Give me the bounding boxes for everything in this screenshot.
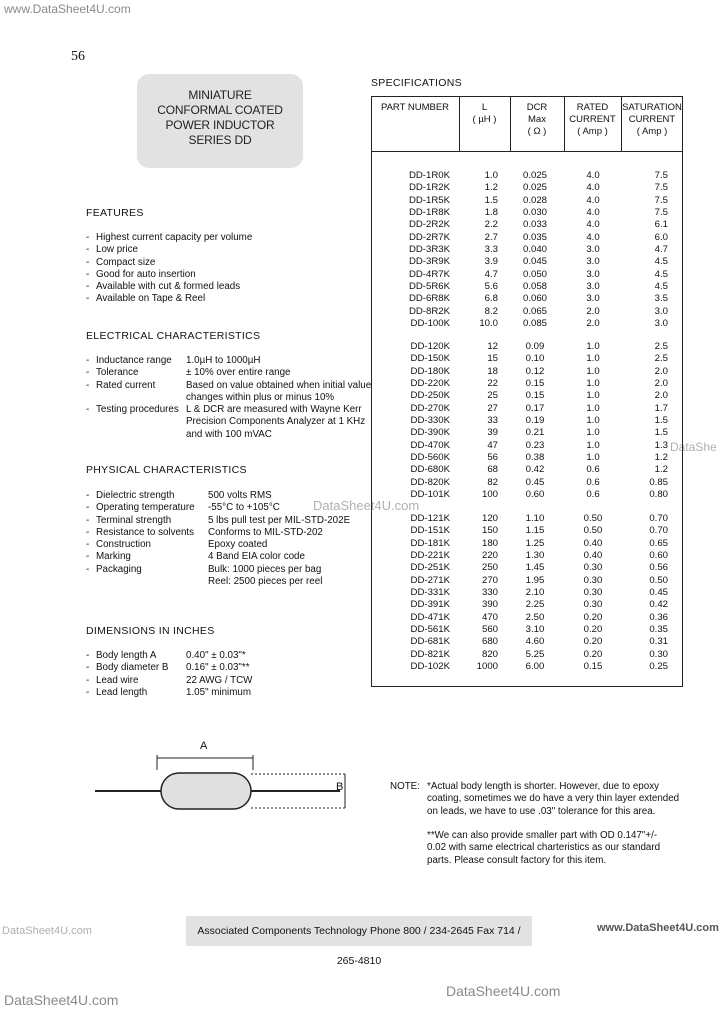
- inductance-cell: 12: [487, 341, 498, 352]
- spec-header-rated: RATED CURRENT ( Amp ): [569, 102, 616, 137]
- dcr-cell: 5.25: [525, 648, 545, 660]
- feature-item: - Available with cut & formed leads: [86, 281, 241, 293]
- watermark-bottom-center: DataSheet4U.com: [446, 983, 561, 999]
- inductance-cell: 1.0: [484, 170, 498, 181]
- dcr-cell: 0.040: [522, 244, 547, 256]
- electrical-row: and with 100 mVAC: [186, 428, 272, 440]
- rated-current-cell: 1.0: [586, 378, 600, 390]
- saturation-current-cell: 0.50: [649, 574, 668, 586]
- features-list: [86, 232, 356, 306]
- dcr-cell: 0.15: [525, 378, 545, 390]
- inductance-cell: 25: [487, 390, 498, 402]
- saturation-current-cell: 0.30: [649, 648, 668, 660]
- dcr-cell: 2.25: [525, 599, 545, 611]
- dimension-row: - Body length A 0.40" ± 0.03"*: [86, 650, 246, 661]
- spec-column-part: [380, 170, 450, 330]
- saturation-current-cell: 4.5: [654, 281, 668, 293]
- rated-current-cell: 0.30: [583, 599, 603, 611]
- part-number-cell: DD-390K: [410, 427, 450, 439]
- inductance-cell: 820: [481, 648, 498, 660]
- electrical-row: Precision Components Analyzer at 1 KHz: [186, 416, 366, 428]
- physical-row: - Construction Epoxy coated: [86, 539, 268, 551]
- spec-column-rated: [572, 341, 614, 501]
- saturation-current-cell: 0.35: [649, 624, 668, 636]
- inductance-cell: 180: [481, 537, 498, 549]
- rated-current-cell: 0.6: [586, 476, 600, 488]
- title-box: [137, 74, 303, 168]
- saturation-current-cell: 7.5: [654, 182, 668, 194]
- saturation-current-cell: 0.85: [649, 476, 668, 488]
- feature-item: - Highest current capacity per volume: [86, 232, 253, 243]
- rated-current-cell: 3.0: [586, 293, 600, 305]
- dcr-cell: 0.15: [525, 390, 545, 402]
- inductance-cell: 18: [487, 365, 498, 377]
- dcr-cell: 0.065: [522, 305, 547, 317]
- physical-row: - Operating temperature -55°C to +105°C: [86, 502, 280, 514]
- dcr-cell: 2.50: [525, 611, 545, 623]
- part-number-cell: DD-681K: [410, 636, 450, 648]
- inductance-cell: 1.2: [484, 182, 498, 194]
- inductance-cell: 33: [487, 415, 498, 427]
- rated-current-cell: 0.30: [583, 574, 603, 586]
- dcr-cell: 1.25: [525, 537, 545, 549]
- saturation-current-cell: 0.56: [649, 562, 668, 574]
- watermark-bottom-left: DataSheet4U.com: [4, 992, 119, 1008]
- inductance-cell: 39: [487, 427, 498, 439]
- part-number-cell: DD-251K: [410, 562, 450, 574]
- note-double-star: **We can also provide smaller part with OD 0.147"+/- 0.02 with same electrical charteristics as our standard parts. Please consult factory for this item.: [427, 830, 661, 866]
- electrical-row: - Rated current Based on value obtained when initial value: [86, 379, 372, 391]
- part-number-cell: DD-121K: [410, 513, 450, 524]
- part-number-cell: DD-181K: [410, 537, 450, 549]
- dcr-cell: 0.085: [522, 318, 547, 330]
- specifications-heading: SPECIFICATIONS: [371, 77, 462, 89]
- rated-current-cell: 4.0: [586, 194, 600, 206]
- saturation-current-cell: 0.36: [649, 611, 668, 623]
- inductance-cell: 3.9: [484, 256, 498, 268]
- note-star: *Actual body length is shorter. However, due to epoxy coating, sometimes we do have a very thin layer extended on leads, we have to use .03" tolerance for this area.: [427, 781, 680, 817]
- part-number-cell: DD-1R2K: [408, 182, 450, 194]
- part-number-cell: DD-101K: [410, 489, 450, 501]
- spec-column-part: [380, 513, 450, 673]
- inductance-cell: 150: [481, 525, 498, 537]
- spec-column-dcr: [515, 513, 555, 673]
- rated-current-cell: 0.40: [583, 550, 603, 562]
- dcr-cell: 0.058: [522, 281, 547, 293]
- watermark-bottom-left-small: DataSheet4U.com: [2, 925, 92, 937]
- part-number-cell: DD-470K: [410, 439, 450, 451]
- inductance-cell: 56: [487, 452, 498, 464]
- saturation-current-cell: 6.0: [654, 231, 668, 243]
- dimension-row: - Lead wire 22 AWG / TCW: [86, 674, 253, 686]
- electrical-list: [86, 355, 371, 441]
- saturation-current-cell: 7.5: [654, 170, 668, 181]
- part-number-cell: DD-271K: [410, 574, 450, 586]
- dcr-cell: 0.10: [525, 353, 545, 365]
- saturation-current-cell: 0.65: [649, 537, 668, 549]
- saturation-current-cell: 2.0: [654, 365, 668, 377]
- spec-column-l: [465, 513, 498, 673]
- part-number-cell: DD-221K: [410, 550, 450, 562]
- title-line-3: POWER INDUCTOR: [165, 118, 275, 132]
- saturation-current-cell: 0.45: [649, 587, 668, 599]
- saturation-current-cell: 0.80: [649, 489, 668, 501]
- rated-current-cell: 1.0: [586, 439, 600, 451]
- rated-current-cell: 3.0: [586, 281, 600, 293]
- dimension-row: - Body diameter B 0.16" ± 0.03"**: [86, 662, 250, 674]
- spec-header-part: PART NUMBER: [380, 102, 450, 113]
- rated-current-cell: 0.20: [583, 611, 603, 623]
- saturation-current-cell: 0.25: [649, 661, 668, 673]
- part-number-cell: DD-330K: [410, 415, 450, 427]
- physical-row: - Packaging Bulk: 1000 pieces per bag: [86, 563, 322, 575]
- saturation-current-cell: 1.3: [654, 439, 668, 451]
- dcr-cell: 0.060: [522, 293, 547, 305]
- saturation-current-cell: 3.0: [654, 318, 668, 330]
- watermark-top-left: www.DataSheet4U.com: [4, 2, 131, 16]
- part-number-cell: DD-220K: [410, 378, 450, 390]
- inductance-cell: 27: [487, 402, 498, 414]
- watermark-center: DataSheet4U.com: [313, 498, 420, 513]
- inductance-cell: 220: [481, 550, 498, 562]
- inductance-cell: 560: [481, 624, 498, 636]
- electrical-row: - Testing procedures L & DCR are measured with Wayne Kerr: [86, 404, 362, 416]
- electrical-row: changes within plus or minus 10%: [186, 391, 335, 403]
- saturation-current-cell: 0.70: [649, 525, 668, 537]
- part-number-cell: DD-561K: [410, 624, 450, 636]
- spec-header-dcr: DCR Max ( Ω ): [526, 102, 548, 137]
- saturation-current-cell: 4.5: [654, 268, 668, 280]
- feature-item: - Available on Tape & Reel: [86, 293, 206, 305]
- saturation-current-cell: 7.5: [654, 207, 668, 219]
- dcr-cell: 0.045: [522, 256, 547, 268]
- dcr-cell: 0.23: [525, 439, 545, 451]
- title-line-4: SERIES DD: [188, 133, 252, 147]
- page-number: 56: [71, 49, 85, 64]
- electrical-heading: ELECTRICAL CHARACTERISTICS: [86, 330, 261, 342]
- saturation-current-cell: 2.0: [654, 378, 668, 390]
- part-number-cell: DD-560K: [410, 452, 450, 464]
- rated-current-cell: 0.40: [583, 537, 603, 549]
- part-number-cell: DD-100K: [410, 318, 450, 330]
- rated-current-cell: 1.0: [586, 427, 600, 439]
- saturation-current-cell: 3.0: [654, 305, 668, 317]
- part-number-cell: DD-2R2K: [408, 219, 450, 231]
- rated-current-cell: 0.20: [583, 636, 603, 648]
- rated-current-cell: 4.0: [586, 182, 600, 194]
- rated-current-cell: 2.0: [586, 305, 600, 317]
- saturation-current-cell: 2.5: [654, 353, 668, 365]
- dcr-cell: 0.12: [525, 365, 545, 377]
- inductance-cell: 4.7: [484, 268, 498, 280]
- part-number-cell: DD-180K: [410, 365, 450, 377]
- rated-current-cell: 1.0: [586, 365, 600, 377]
- rated-current-cell: 0.50: [583, 525, 603, 537]
- rated-current-cell: 1.0: [586, 402, 600, 414]
- dcr-cell: 0.38: [525, 452, 545, 464]
- part-number-cell: DD-391K: [410, 599, 450, 611]
- part-number-cell: DD-471K: [410, 611, 450, 623]
- spec-column-part: [380, 341, 450, 501]
- rated-current-cell: 4.0: [586, 207, 600, 219]
- saturation-current-cell: 4.7: [654, 244, 668, 256]
- rated-current-cell: 2.0: [586, 318, 600, 330]
- saturation-current-cell: 1.2: [654, 464, 668, 476]
- inductance-cell: 15: [487, 353, 498, 365]
- part-number-cell: DD-6R8K: [408, 293, 450, 305]
- inductance-cell: 390: [481, 599, 498, 611]
- saturation-current-cell: 6.1: [654, 219, 668, 231]
- part-number-cell: DD-821K: [410, 648, 450, 660]
- physical-row: Reel: 2500 pieces per reel: [208, 576, 323, 588]
- inductance-cell: 8.2: [484, 305, 498, 317]
- spec-column-dcr: [515, 341, 555, 501]
- dcr-cell: 6.00: [525, 661, 545, 673]
- spec-column-sat: [626, 341, 668, 501]
- rated-current-cell: 1.0: [586, 341, 600, 352]
- dcr-cell: 0.030: [522, 207, 547, 219]
- watermark-right-edge: DataShe: [670, 440, 717, 454]
- rated-current-cell: 1.0: [586, 390, 600, 402]
- part-number-cell: DD-3R3K: [408, 244, 450, 256]
- rated-current-cell: 1.0: [586, 415, 600, 427]
- dcr-cell: 0.19: [525, 415, 545, 427]
- spec-column-dcr: [515, 170, 555, 330]
- dcr-cell: 4.60: [525, 636, 545, 648]
- footer-contact: Associated Components Technology Phone 800 / 234-2645 Fax 714 / 265-4810: [186, 916, 532, 946]
- part-number-cell: DD-250K: [410, 390, 450, 402]
- spec-column-l: [465, 341, 498, 501]
- part-number-cell: DD-3R9K: [408, 256, 450, 268]
- saturation-current-cell: 0.31: [649, 636, 668, 648]
- inductance-cell: 1.8: [484, 207, 498, 219]
- part-number-cell: DD-151K: [410, 525, 450, 537]
- dcr-cell: 0.025: [522, 182, 547, 194]
- dcr-cell: 1.95: [525, 574, 545, 586]
- inductor-body: [161, 773, 251, 809]
- dcr-cell: 0.60: [525, 489, 545, 501]
- inductance-cell: 2.7: [484, 231, 498, 243]
- spec-column-sat: [626, 170, 668, 330]
- feature-item: - Low price: [86, 244, 138, 256]
- part-number-cell: DD-270K: [410, 402, 450, 414]
- part-number-cell: DD-1R5K: [408, 194, 450, 206]
- rated-current-cell: 0.30: [583, 587, 603, 599]
- rated-current-cell: 1.0: [586, 353, 600, 365]
- spec-header-divider: [371, 151, 683, 152]
- dcr-cell: 1.45: [525, 562, 545, 574]
- inductance-cell: 100: [481, 489, 498, 501]
- dcr-cell: 1.15: [525, 525, 545, 537]
- rated-current-cell: 0.15: [583, 661, 603, 673]
- inductance-cell: 82: [487, 476, 498, 488]
- dcr-cell: 0.17: [525, 402, 545, 414]
- spec-header-l: L ( µH ): [472, 102, 497, 125]
- dim-a-label: A: [200, 740, 208, 752]
- inductance-cell: 3.3: [484, 244, 498, 256]
- title-line-1: MINIATURE: [188, 88, 252, 102]
- physical-list: [86, 490, 371, 588]
- saturation-current-cell: 1.7: [654, 402, 668, 414]
- part-number-cell: DD-680K: [410, 464, 450, 476]
- physical-row: - Resistance to solvents Conforms to MIL-STD-202: [86, 526, 323, 538]
- dcr-cell: 1.10: [525, 513, 545, 524]
- saturation-current-cell: 0.60: [649, 550, 668, 562]
- electrical-row: - Inductance range 1.0µH to 1000µH: [86, 355, 261, 366]
- rated-current-cell: 0.50: [583, 513, 603, 524]
- part-number-cell: DD-8R2K: [408, 305, 450, 317]
- part-number-cell: DD-4R7K: [408, 268, 450, 280]
- watermark-bottom-right: www.DataSheet4U.com: [597, 922, 719, 934]
- physical-row: - Terminal strength 5 lbs pull test per MIL-STD-202E: [86, 514, 351, 526]
- physical-row: - Dielectric strength 500 volts RMS: [86, 490, 272, 501]
- rated-current-cell: 0.20: [583, 648, 603, 660]
- dcr-cell: 3.10: [525, 624, 545, 636]
- saturation-current-cell: 4.5: [654, 256, 668, 268]
- inductance-cell: 470: [481, 611, 498, 623]
- dimensions-heading: DIMENSIONS IN INCHES: [86, 625, 215, 637]
- features-heading: FEATURES: [86, 207, 144, 219]
- note-label: NOTE:: [390, 781, 420, 792]
- dim-b-label: B: [336, 781, 344, 793]
- rated-current-cell: 3.0: [586, 256, 600, 268]
- part-number-cell: DD-2R7K: [408, 231, 450, 243]
- rated-current-cell: 4.0: [586, 231, 600, 243]
- inductance-cell: 120: [481, 513, 498, 524]
- inductance-cell: 5.6: [484, 281, 498, 293]
- part-number-cell: DD-1R0K: [408, 170, 450, 181]
- inductance-cell: 270: [481, 574, 498, 586]
- electrical-row: - Tolerance ± 10% over entire range: [86, 367, 291, 379]
- spec-column-rated: [572, 170, 614, 330]
- spec-header-sat: SATURATION CURRENT ( Amp ): [622, 102, 682, 137]
- dcr-cell: 0.025: [522, 170, 547, 181]
- spec-column-rated: [572, 513, 614, 673]
- rated-current-cell: 3.0: [586, 244, 600, 256]
- saturation-current-cell: 0.70: [649, 513, 668, 524]
- rated-current-cell: 0.6: [586, 464, 600, 476]
- part-number-cell: DD-331K: [410, 587, 450, 599]
- saturation-current-cell: 3.5: [654, 293, 668, 305]
- part-number-cell: DD-102K: [410, 661, 450, 673]
- inductance-cell: 6.8: [484, 293, 498, 305]
- saturation-current-cell: 2.5: [654, 341, 668, 352]
- feature-item: - Compact size: [86, 256, 156, 268]
- dcr-cell: 1.30: [525, 550, 545, 562]
- saturation-current-cell: 2.0: [654, 390, 668, 402]
- spec-column-l: [465, 170, 498, 330]
- dcr-cell: 0.09: [525, 341, 545, 352]
- inductance-cell: 68: [487, 464, 498, 476]
- part-number-cell: DD-120K: [410, 341, 450, 352]
- title-line-2: CONFORMAL COATED: [157, 103, 283, 117]
- rated-current-cell: 1.0: [586, 452, 600, 464]
- saturation-current-cell: 1.5: [654, 415, 668, 427]
- inductance-cell: 10.0: [479, 318, 498, 330]
- part-number-cell: DD-1R8K: [408, 207, 450, 219]
- saturation-current-cell: 0.42: [649, 599, 668, 611]
- inductance-cell: 47: [487, 439, 498, 451]
- feature-item: - Good for auto insertion: [86, 268, 196, 280]
- inductance-cell: 680: [481, 636, 498, 648]
- rated-current-cell: 0.20: [583, 624, 603, 636]
- dcr-cell: 0.42: [525, 464, 545, 476]
- physical-heading: PHYSICAL CHARACTERISTICS: [86, 464, 247, 476]
- inductance-cell: 1.5: [484, 194, 498, 206]
- dcr-cell: 0.45: [525, 476, 545, 488]
- inductance-cell: 22: [487, 378, 498, 390]
- physical-row: - Marking 4 Band EIA color code: [86, 551, 305, 563]
- rated-current-cell: 4.0: [586, 219, 600, 231]
- dcr-cell: 0.21: [525, 427, 545, 439]
- dcr-cell: 0.028: [522, 194, 547, 206]
- inductance-cell: 2.2: [484, 219, 498, 231]
- rated-current-cell: 0.6: [586, 489, 600, 501]
- inductance-cell: 250: [481, 562, 498, 574]
- part-number-cell: DD-5R6K: [408, 281, 450, 293]
- inductance-cell: 1000: [476, 661, 498, 673]
- rated-current-cell: 0.30: [583, 562, 603, 574]
- rated-current-cell: 3.0: [586, 268, 600, 280]
- rated-current-cell: 4.0: [586, 170, 600, 181]
- inductance-cell: 330: [481, 587, 498, 599]
- part-number-cell: DD-150K: [410, 353, 450, 365]
- dimensions-list: [86, 650, 371, 699]
- dcr-cell: 0.033: [522, 219, 547, 231]
- dcr-cell: 0.035: [522, 231, 547, 243]
- dcr-cell: 0.050: [522, 268, 547, 280]
- part-number-cell: DD-820K: [410, 476, 450, 488]
- saturation-current-cell: 1.2: [654, 452, 668, 464]
- dimension-row: - Lead length 1.05" minimum: [86, 686, 252, 698]
- saturation-current-cell: 7.5: [654, 194, 668, 206]
- spec-column-sat: [626, 513, 668, 673]
- saturation-current-cell: 1.5: [654, 427, 668, 439]
- dcr-cell: 2.10: [525, 587, 545, 599]
- inductor-dimension-drawing: [95, 735, 365, 815]
